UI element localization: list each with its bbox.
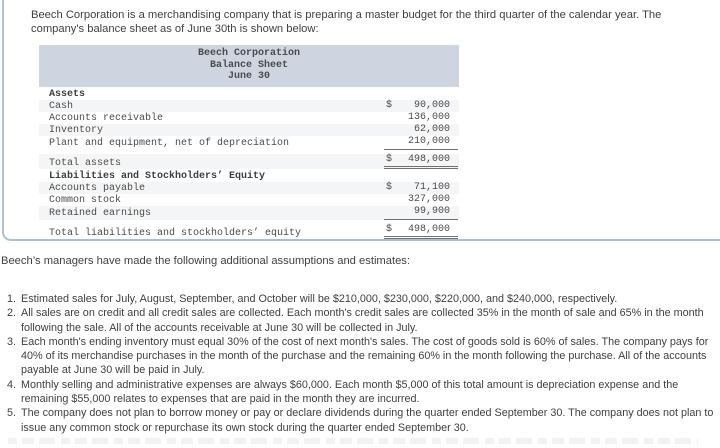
list-item-text: The company does not plan to borrow money or pay or declare dividends during the quarter ended September 30. The company does not plan to issue any common stock or repurchase its own stock during the quarter ended September 30. [21,407,714,434]
total-assets-row [39,154,459,169]
balance-row [39,136,459,149]
list-item [7,306,714,335]
assumptions-list [7,292,714,435]
row-label: Total liabilities and stockholders’ equity [49,227,302,239]
row-amount: 136,000 [407,111,450,123]
list-item [7,406,714,435]
row-amount: $ 498,000 [384,154,458,169]
list-item-text: Estimated sales for July, August, September, and October will be $210,000, $230,000, $220,000, and $240,000, respectively. [21,293,618,305]
balance-section-heading [39,171,459,182]
balance-row [39,194,459,206]
cutoff-text-remnant [8,438,698,444]
company-name: Beech Corporation [197,48,301,59]
balance-row [39,112,459,124]
row-amount: 99,900 [384,206,458,219]
row-amount: 62,000 [413,124,450,136]
total-liabilities-equity-row [39,224,459,239]
row-label: Accounts receivable [49,112,164,124]
balance-section-heading [39,89,459,100]
row-label: Common stock [49,195,122,207]
list-item-number: 2. [7,307,17,320]
list-item-number: 4. [7,378,17,391]
row-label: Liabilities and Stockholders’ Equity [49,170,266,182]
row-amount: $ 90,000 [386,99,450,111]
row-label: Total assets [49,157,122,169]
row-amount: $ 71,100 [386,181,450,193]
balance-row [39,124,459,136]
balance-sheet-header [39,45,459,87]
row-amount: $ 498,000 [384,224,458,239]
row-label: Inventory [49,125,104,137]
list-item [7,335,714,378]
list-item-number: 3. [7,335,17,348]
problem-statement-panel [2,0,720,241]
row-label: Assets [49,88,86,100]
list-item-number: 5. [7,407,17,420]
balance-sheet-body [39,87,459,239]
statement-title: Balance Sheet [209,59,288,71]
row-label: Accounts payable [49,182,146,194]
row-label: Cash [49,100,74,112]
row-amount: 210,000 [384,136,458,149]
list-item-text: Each month's ending inventory must equal 30% of the cost of next month's sales. The cost of goods sold is 60% of sales. The company pays for 40% of its merchandise purchases in the month of the purchase and the remaining 60% in the month following the purchase. All of the accounts payable at June 30 will be paid in July. [21,335,709,377]
row-label: Retained earnings [49,208,152,220]
list-item-text: Monthly selling and administrative expenses are always $60,000. Each month $5,000 of this total amount is depreciation expense and the remaining $55,000 relates to expenses that are paid in the month they are incurred. [21,378,679,406]
balance-row [39,100,459,112]
assumptions-intro: Beech’s managers have made the following additional assumptions and estimates: [1,255,410,267]
statement-date: June 30 [227,71,270,82]
list-item [7,378,714,407]
balance-row [39,206,459,219]
row-label: Plant and equipment, net of depreciation [49,138,290,150]
balance-row [39,182,459,194]
row-amount: 327,000 [407,194,450,206]
balance-sheet-table [39,45,459,239]
intro-paragraph: Beech Corporation is a merchandising company that is preparing a master budget for the third quarter of the calendar year. The company's balance sheet as of June 30th is shown below: [31,9,662,35]
list-item [7,292,714,306]
list-item-text: All sales are on credit and all credit sales are collected. Each month's credit sales are collected 35% in the month of sale and 65% in the month following the sale. All of the accounts receivable at June 30 will be collected in July. [21,307,704,334]
list-item-number: 1. [7,293,17,305]
